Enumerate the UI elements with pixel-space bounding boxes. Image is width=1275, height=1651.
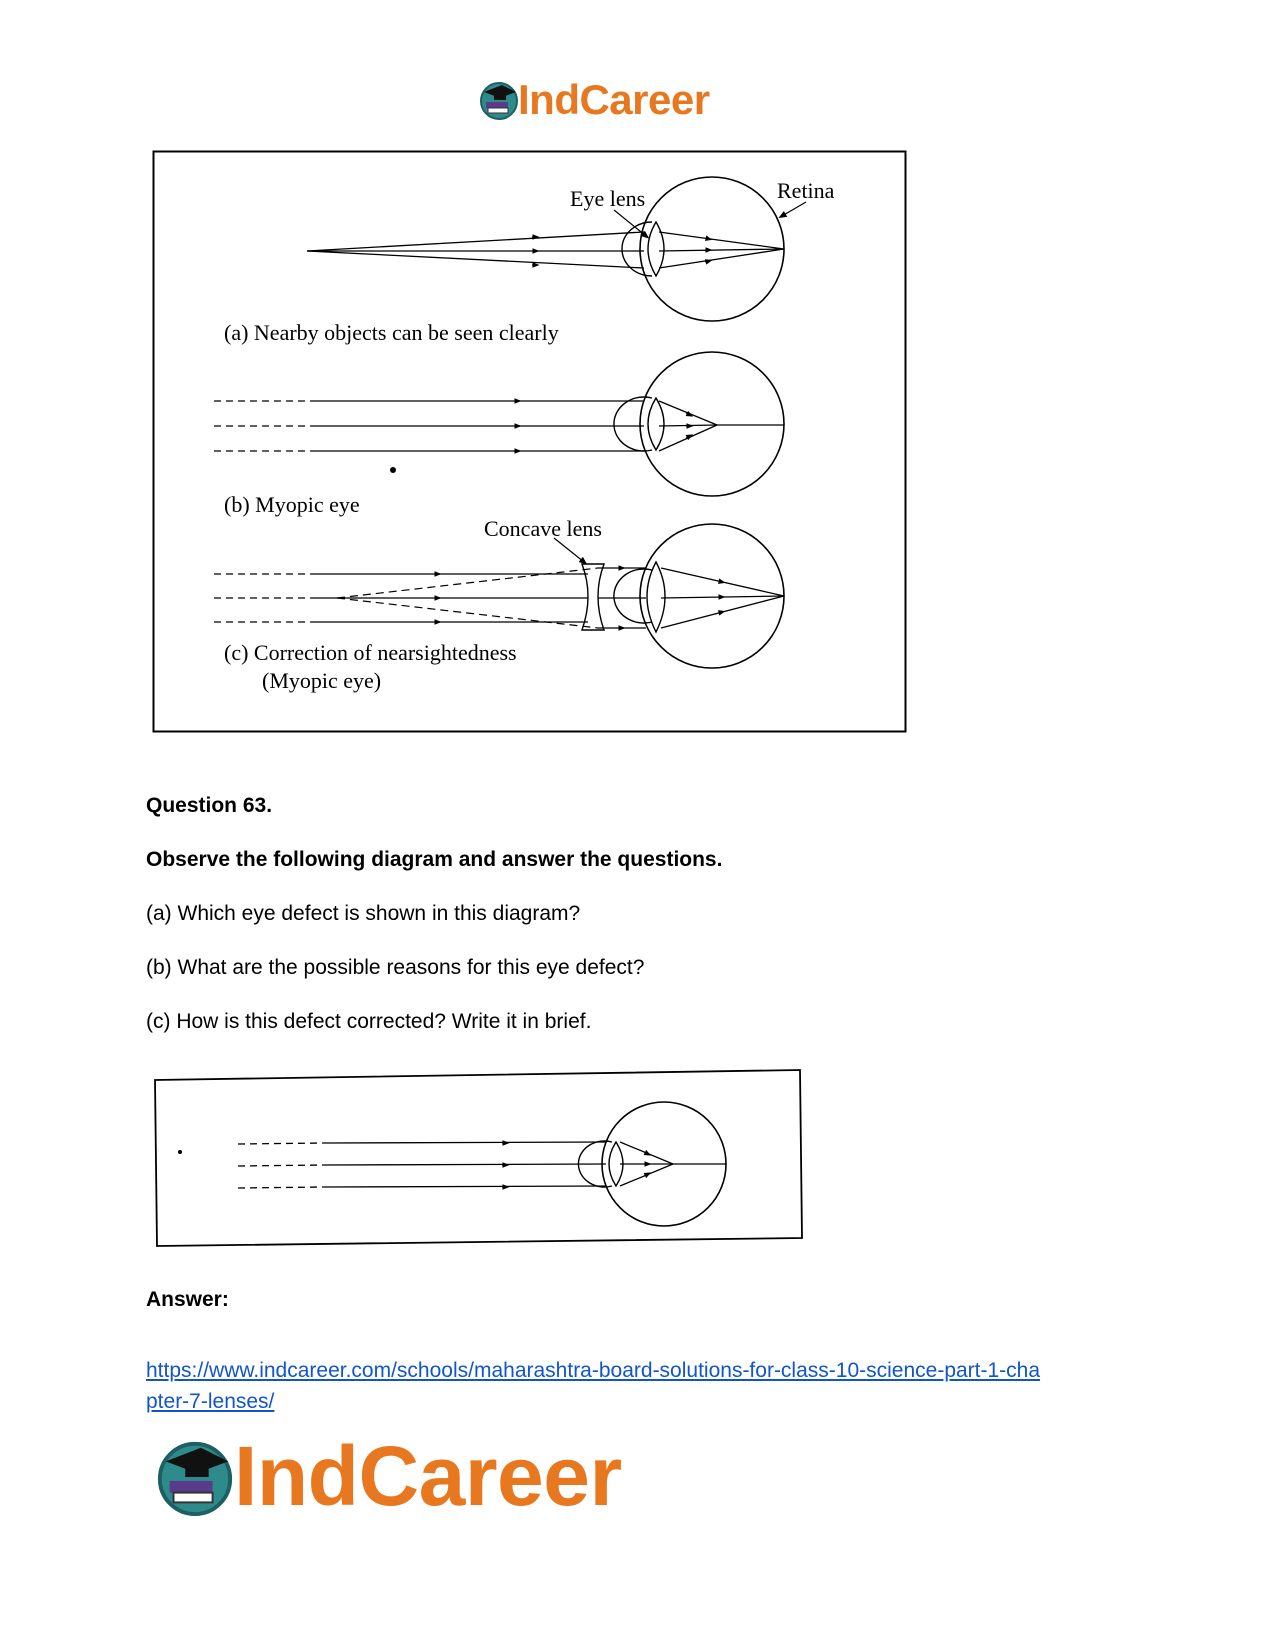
question-number: Question 63. — [146, 794, 273, 817]
caption-c-line2: (Myopic eye) — [262, 668, 382, 693]
eye-diagram-figure — [152, 150, 912, 740]
diagram-b-myopic-eye — [214, 352, 784, 517]
footer-logo-text: IndCareer — [234, 1429, 622, 1523]
caption-b: (b) Myopic eye — [224, 492, 360, 517]
header-logo-text: IndCareer — [518, 76, 710, 123]
globe-graduation-cap-icon — [154, 1436, 236, 1518]
question-eye-diagram — [154, 1068, 804, 1253]
label-retina: Retina — [777, 178, 835, 203]
diagram-c-correction — [214, 516, 784, 693]
answer-label: Answer: — [146, 1288, 229, 1311]
footer-logo — [154, 1429, 694, 1523]
question-part-c: (c) How is this defect corrected? Write it in brief. — [146, 1010, 592, 1033]
globe-graduation-cap-icon — [478, 79, 520, 121]
caption-c-line1: (c) Correction of nearsightedness — [224, 640, 517, 665]
source-link-line1[interactable]: https://www.indcareer.com/schools/maharashtra-board-solutions-for-class-10-science-part-1-cha — [146, 1359, 1041, 1382]
source-link-line2[interactable]: pter-7-lenses/ — [146, 1390, 275, 1413]
header-logo — [478, 76, 748, 124]
diagram-a-normal-eye — [224, 177, 835, 345]
question-part-a: (a) Which eye defect is shown in this diagram? — [146, 902, 581, 925]
question-part-b: (b) What are the possible reasons for this eye defect? — [146, 956, 645, 979]
caption-a: (a) Nearby objects can be seen clearly — [224, 320, 559, 345]
label-eye-lens: Eye lens — [570, 186, 646, 211]
source-link[interactable] — [146, 1355, 1136, 1417]
question-figure-frame — [155, 1070, 802, 1246]
question-prompt: Observe the following diagram and answer the questions. — [146, 848, 723, 871]
label-concave-lens: Concave lens — [484, 516, 602, 541]
